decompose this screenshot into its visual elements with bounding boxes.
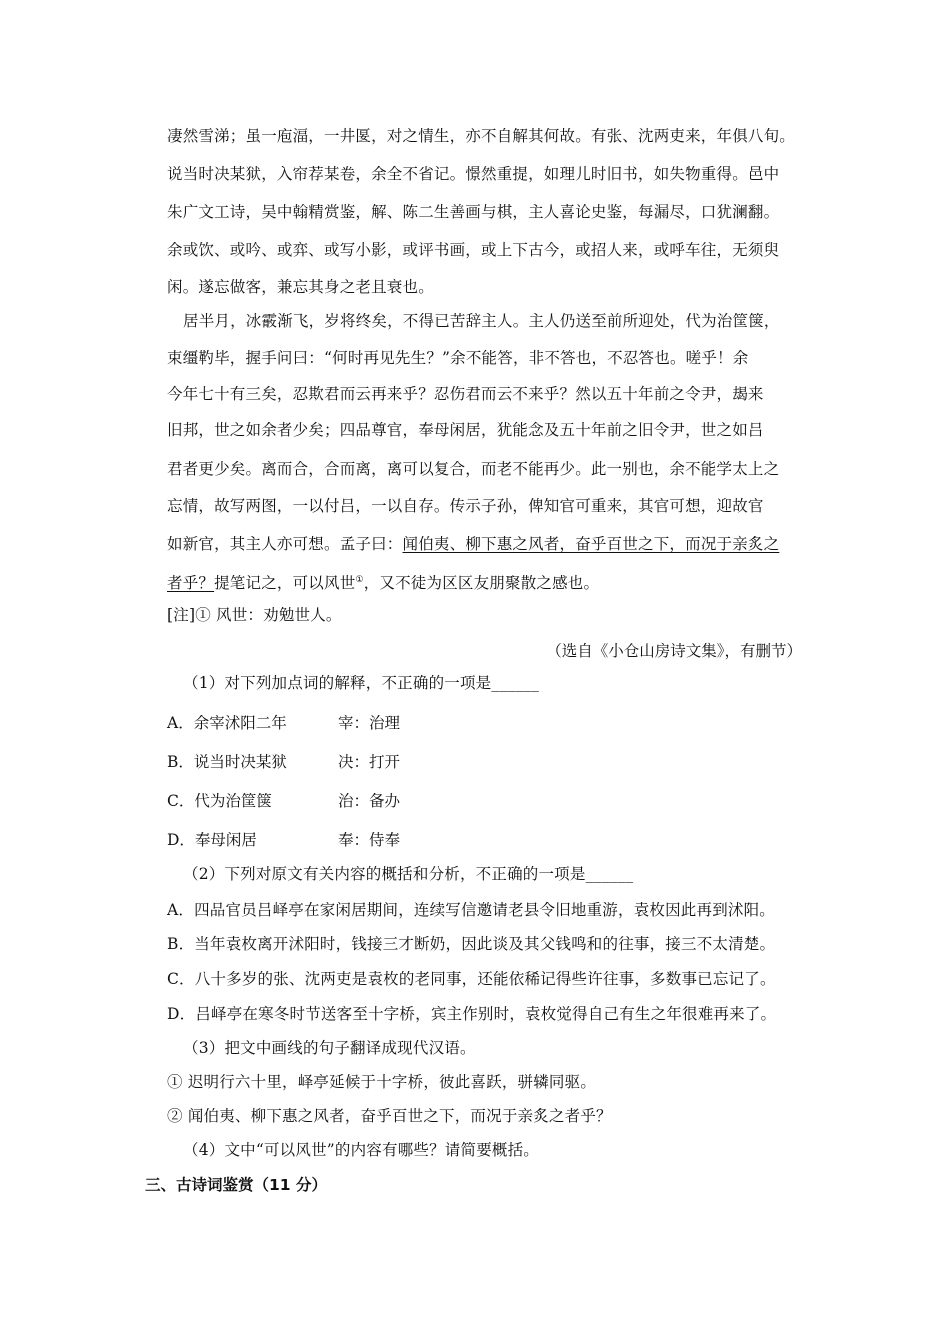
passage-line-13-a: 提笔记之，可以风世 <box>214 574 356 593</box>
passage-line-10: 君者更少矣。离而合，合而离，离可以复合，而老不能再少。此一别也，余不能学太上之 <box>167 460 780 478</box>
q1-stem: （1）对下列加点词的解释，不正确的一项是______ <box>183 674 540 692</box>
q2-option-b: B．当年袁枚离开沭阳时，钱接三才断奶，因此谈及其父钱鸣和的往事，接三不太清楚。 <box>167 935 776 953</box>
passage-line-11: 忘情，故写两图，一以付吕，一以自存。传示子孙，俾知官可重来，其官可想，迎故官 <box>167 497 764 515</box>
q1-option-d-expl: 奉：侍奉 <box>338 831 401 849</box>
passage-line-1: 凄然雪涕；虽一庖湢，一井匽，对之情生，亦不自解其何故。有张、沈两吏来，年俱八旬。 <box>167 127 796 145</box>
q1-option-b-expl: 决：打开 <box>338 753 401 771</box>
passage-line-13-b: ，又不徒为区区友朋聚散之感也。 <box>363 574 600 593</box>
source-citation: （选自《小仓山房诗文集》，有删节） <box>546 642 802 660</box>
q3-stem: （3）把文中画线的句子翻译成现代汉语。 <box>183 1039 476 1057</box>
q1-option-a-label: A．余宰沭阳二年 <box>167 714 287 732</box>
passage-line-9: 旧邦，世之如余者少矣；四品尊官，奉母闲居，犹能念及五十年前之旧令尹，世之如吕 <box>167 421 764 439</box>
footnote: [注]① 风世：劝勉世人。 <box>167 606 342 624</box>
underlined-sentence-part-2: 者乎？ <box>167 574 215 593</box>
q1-option-c-label: C．代为治筐箧 <box>167 792 272 810</box>
passage-line-13 <box>167 570 599 593</box>
passage-line-8: 今年七十有三矣，忍欺君而云再来乎？忍伤君而云不来乎？然以五十年前之令尹，朅来 <box>167 385 764 403</box>
passage-line-5: 闲。遂忘做客，兼忘其身之老且衰也。 <box>167 278 434 296</box>
q1-option-c-expl: 治：备办 <box>338 792 401 810</box>
passage-line-2: 说当时决某狱，入帘荐某卷，余全不省记。憬然重提，如理儿时旧书，如失物重得。邑中 <box>167 165 780 183</box>
q1-option-d-label: D．奉母闲居 <box>167 831 257 849</box>
q1-option-a-expl: 宰：治理 <box>338 714 401 732</box>
q2-option-d: D．吕峄亭在寒冬时节送客至十字桥，宾主作别时，袁枚觉得自己有生之年很难再来了。 <box>167 1005 777 1023</box>
q3-item-2: ② 闻伯夷、柳下惠之风者，奋乎百世之下，而况于亲炙之者乎？ <box>167 1107 612 1125</box>
passage-line-3: 朱广文工诗，吴中翰精赏鉴，解、陈二生善画与棋，主人喜论史鉴，每漏尽，口犹澜翻。 <box>167 203 780 221</box>
underlined-sentence-part-1: 闻伯夷、柳下惠之风者，奋乎百世之下，而况于亲炙之 <box>402 535 780 553</box>
passage-line-12 <box>167 534 779 554</box>
passage-line-12-start: 如新官，其主人亦可想。 <box>167 535 340 553</box>
footnote-marker: ① <box>355 575 364 585</box>
q4-stem: （4）文中“可以风世”的内容有哪些？请简要概括。 <box>183 1141 540 1159</box>
mencius-quote-intro: 孟子曰： <box>339 535 403 553</box>
q2-stem: （2）下列对原文有关内容的概括和分析，不正确的一项是______ <box>183 865 634 883</box>
q3-item-1: ① 迟明行六十里，峄亭延候于十字桥，彼此喜跃，骈辚同驱。 <box>167 1073 597 1091</box>
q2-option-a: A．四品官员吕峄亭在家闲居期间，连续写信邀请老县令旧地重游，袁枚因此再到沭阳。 <box>167 901 775 919</box>
q1-option-b-label: B．说当时决某狱 <box>167 753 287 771</box>
passage-line-4: 余或饮、或吟、或弈、或写小影，或评书画，或上下古今，或招人来，或呼车往，无须臾 <box>167 241 780 259</box>
section-heading: 三、古诗词鉴赏（11 分） <box>145 1176 327 1194</box>
passage-line-7: 束缰靮毕，握手问曰：“何时再见先生？”余不能答，非不答也，不忍答也。嗟乎！余 <box>167 349 749 367</box>
passage-line-6: 居半月，冰霰渐飞，岁将终矣，不得已苦辞主人。主人仍送至前所迎处，代为治筐箧， <box>183 312 780 330</box>
q2-option-c: C．八十多岁的张、沈两吏是袁枚的老同事，还能依稀记得些许往事，多数事已忘记了。 <box>167 970 776 988</box>
